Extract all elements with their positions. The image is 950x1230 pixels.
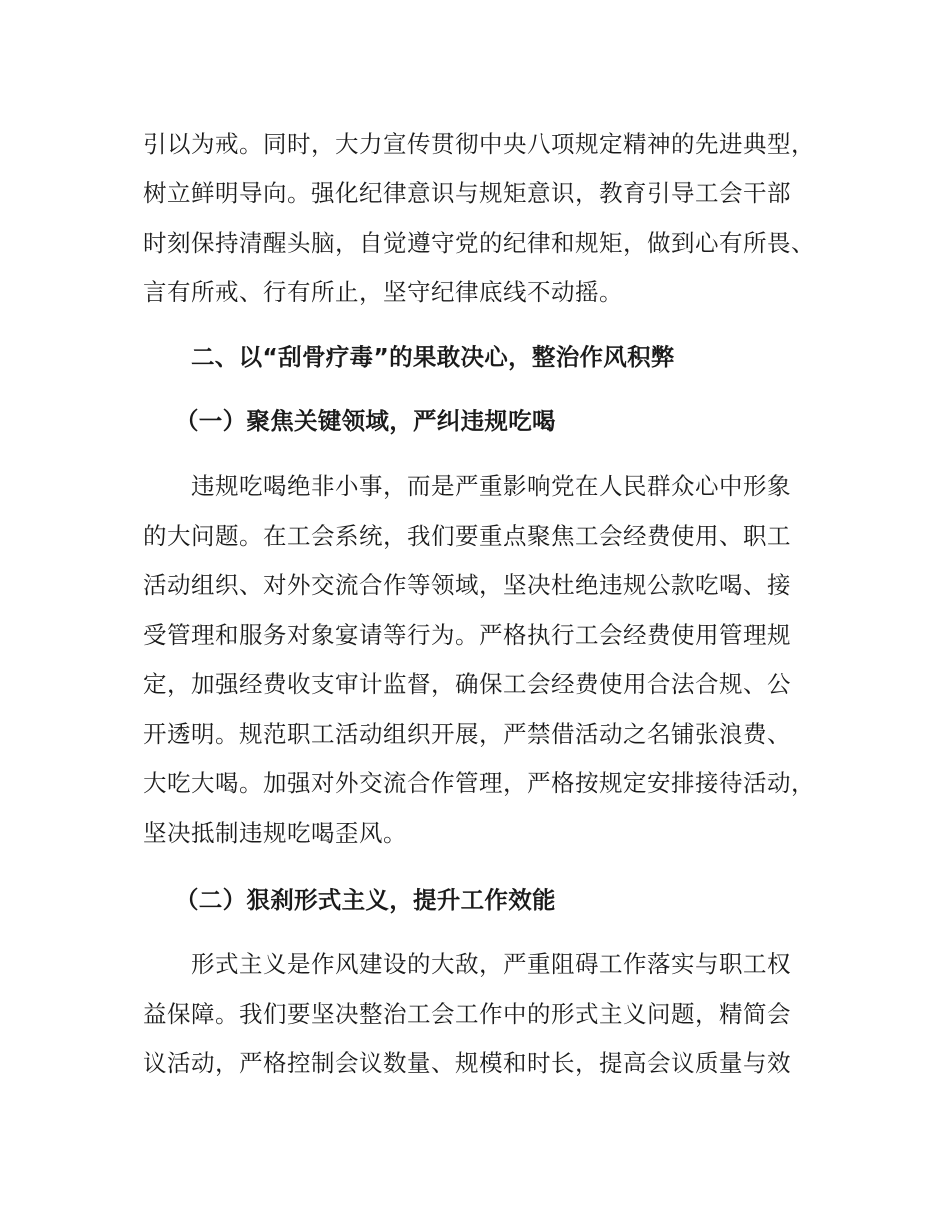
paragraph-line: 引以为戒。同时，大力宣传贯彻中央八项规定精神的先进典型， <box>143 130 815 158</box>
paragraph-line: 坚决抵制违规吃喝歪风。 <box>143 819 407 847</box>
paragraph-line: 定，加强经费收支审计监督，确保工会经费使用合法合规、公 <box>143 670 791 698</box>
paragraph-line: 受管理和服务对象宴请等行为。严格执行工会经费使用管理规 <box>143 621 791 649</box>
subsection-heading: （一）聚焦关键领域，严纠违规吃喝 <box>175 407 556 435</box>
paragraph-line: 时刻保持清醒头脑，自觉遵守党的纪律和规矩，做到心有所畏、 <box>143 229 815 257</box>
paragraph-line: 益保障。我们要坚决整治工会工作中的形式主义问题，精简会 <box>143 1000 791 1028</box>
section-heading: 二、以“刮骨疗毒”的果敢决心，整治作风积弊 <box>191 343 675 371</box>
paragraph-line: 的大问题。在工会系统，我们要重点聚焦工会经费使用、职工 <box>143 522 791 550</box>
paragraph-line: 违规吃喝绝非小事，而是严重影响党在人民群众心中形象 <box>191 472 791 500</box>
paragraph-line: 活动组织、对外交流合作等领域，坚决杜绝违规公款吃喝、接 <box>143 571 791 599</box>
paragraph-line: 形式主义是作风建设的大敌，严重阻碍工作落实与职工权 <box>191 950 791 978</box>
paragraph-line: 开透明。规范职工活动组织开展，严禁借活动之名铺张浪费、 <box>143 720 791 748</box>
paragraph-line: 树立鲜明导向。强化纪律意识与规矩意识，教育引导工会干部 <box>143 179 791 207</box>
paragraph-line: 大吃大喝。加强对外交流合作管理，严格按规定安排接待活动， <box>143 769 815 797</box>
subsection-heading: （二）狠刹形式主义，提升工作效能 <box>175 886 556 914</box>
paragraph-line: 言有所戒、行有所止，坚守纪律底线不动摇。 <box>143 278 623 306</box>
paragraph-line: 议活动，严格控制会议数量、规模和时长，提高会议质量与效 <box>143 1049 791 1077</box>
